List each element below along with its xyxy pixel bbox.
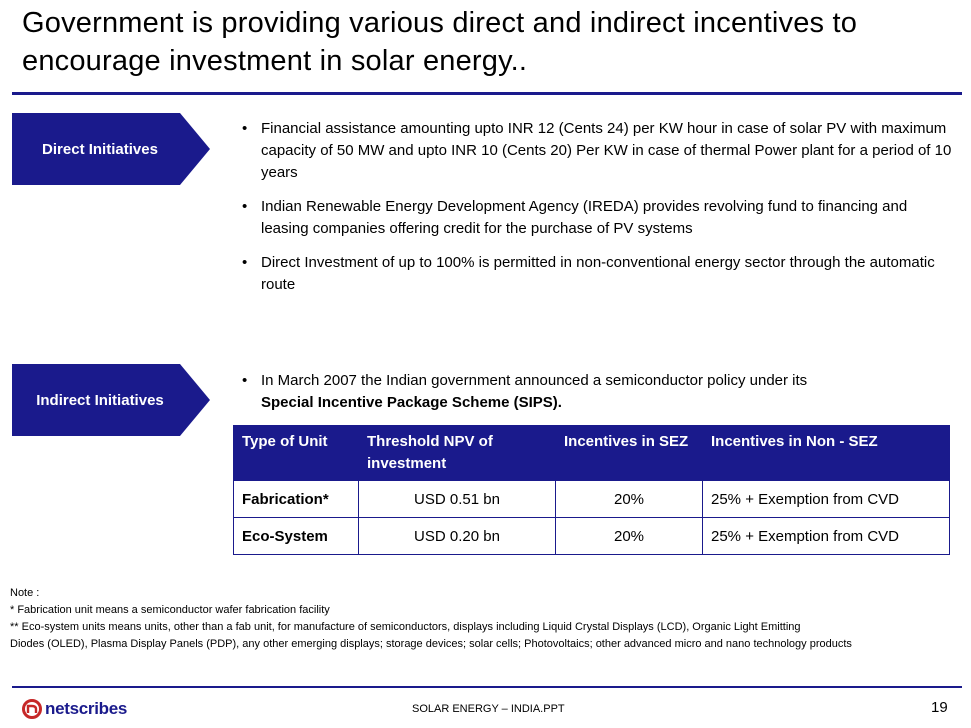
footer-divider [12,686,962,688]
table-row [234,481,950,518]
indirect-initiatives-arrow [12,364,210,436]
bullet-icon: • [242,120,248,137]
direct-initiatives-label: Direct Initiatives [42,140,158,158]
header-incentives-non-sez: Incentives in Non - SEZ [703,426,950,481]
bullet-icon: • [242,254,248,271]
table-header-row [234,426,950,481]
note-line: ** Eco-system units means units, other than a fab unit, for manufacture of semiconductors, displays including Liquid Crystal Displays (LCD), Organic Light Emitting [10,621,801,633]
note-line: * Fabrication unit means a semiconductor wafer fabrication facility [10,604,330,616]
cell-unit: Fabrication* [234,481,359,518]
header-incentives-sez: Incentives in SEZ [556,426,703,481]
indirect-initiatives-label: Indirect Initiatives [36,391,164,409]
netscribes-logo-icon [22,699,42,719]
direct-bullet-2: Indian Renewable Energy Development Agency (IREDA) provides revolving fund to financing and leasing companies offering credit for the purchase of PV systems [261,198,908,237]
direct-bullet-1: Financial assistance amounting upto INR 12 (Cents 24) per KW hour in case of solar PV with maximum capacity of 50 MW and upto INR 10 (Cents 20) Per KW in case of thermal Power plant for a period of 10 years [261,120,952,181]
notes-section [10,585,965,653]
cell-sez: 20% [556,518,703,555]
bullet-icon: • [242,372,248,389]
list-item [240,252,955,296]
note-line: Diodes (OLED), Plasma Display Panels (PDP), any other emerging displays; storage devices; solar cells; Photovoltaics; other advanced micro and nano technology products [10,638,852,650]
slide-title: Government is providing various direct and indirect incentives to encourage investment in solar energy.. [22,7,858,77]
cell-non-sez: 25% + Exemption from CVD [703,518,950,555]
cell-sez: 20% [556,481,703,518]
direct-bullet-3: Direct Investment of up to 100% is permitted in non-conventional energy sector through the automatic route [261,254,935,293]
cell-threshold: USD 0.51 bn [359,481,556,518]
list-item [240,196,955,240]
indirect-bullet-text: In March 2007 the Indian government announced a semiconductor policy under its [261,372,808,389]
bullet-icon: • [242,198,248,215]
header-threshold-npv: Threshold NPV of investment [359,426,556,481]
page-number: 19 [931,699,948,716]
direct-initiatives-arrow [12,113,210,185]
incentives-table [233,425,950,555]
indirect-bullet-list [240,370,955,426]
direct-bullet-list [240,118,955,308]
footer-document-name: SOLAR ENERGY – INDIA.PPT [412,703,565,715]
table-row [234,518,950,555]
logo-text: netscribes [45,699,128,718]
title-divider [12,92,962,95]
indirect-bullet-bold: Special Incentive Package Scheme (SIPS). [261,394,562,411]
netscribes-logo [22,697,127,721]
header-type-of-unit: Type of Unit [234,426,359,481]
cell-threshold: USD 0.20 bn [359,518,556,555]
list-item [240,370,955,414]
cell-non-sez: 25% + Exemption from CVD [703,481,950,518]
note-heading: Note : [10,587,40,599]
cell-unit: Eco-System [234,518,359,555]
list-item [240,118,955,184]
